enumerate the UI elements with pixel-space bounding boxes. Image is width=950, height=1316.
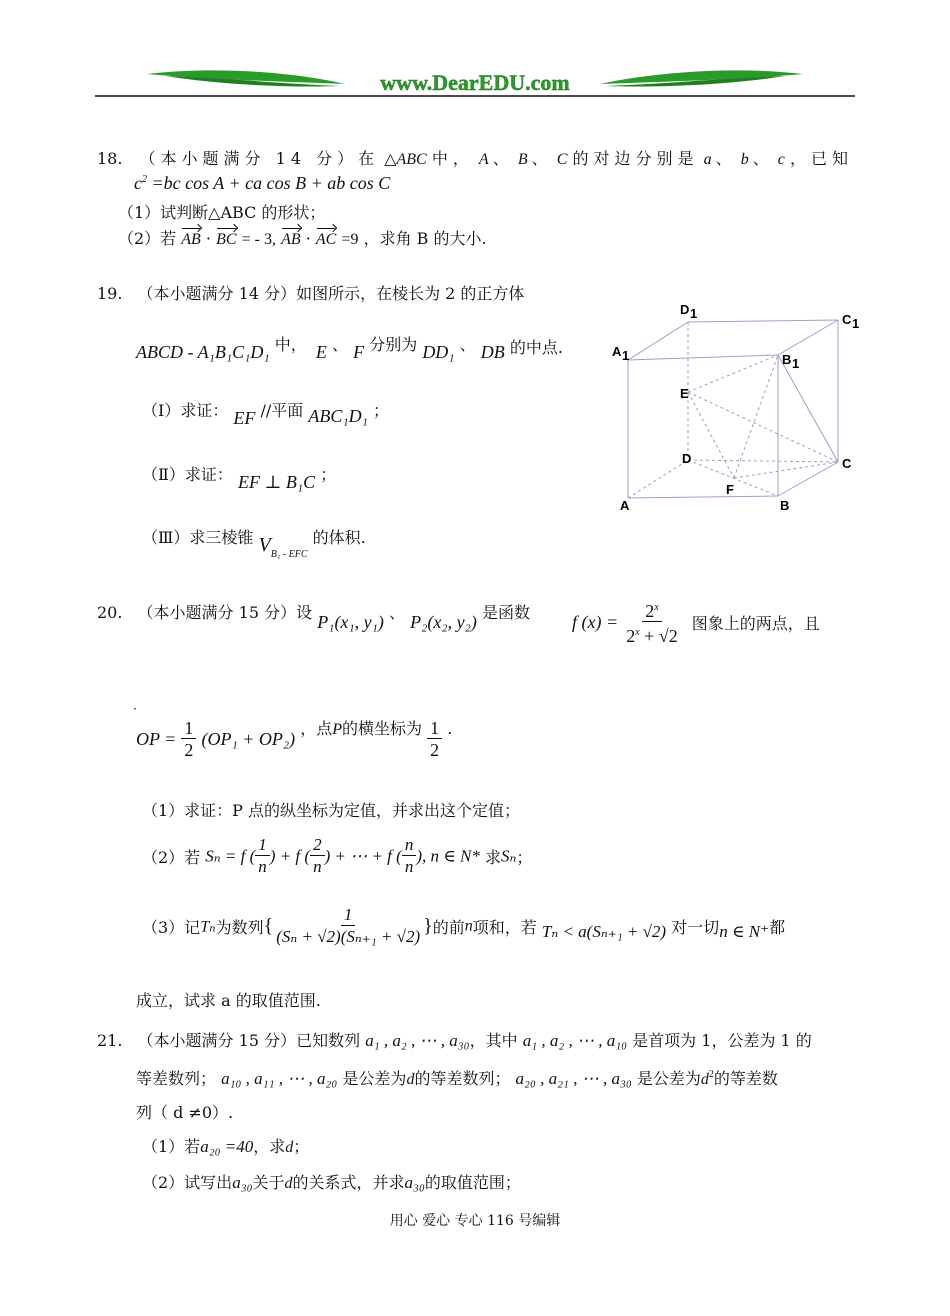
label-E: E [680,386,689,401]
q20-part3-end: 成立，试求 a 的取值范围. [136,991,321,1010]
q18-number: 18. [97,149,123,168]
site-logo-text: www.DearEDU.com [380,70,570,95]
q21-number: 21. [97,1031,123,1050]
q20-part1: （1）求证：P 点的纵坐标为定值，并求出这个定值； [142,801,521,820]
label-F: F [726,482,734,497]
label-B1: B [782,352,792,367]
q18-condition: $c^2 =bc$ cos A + ca cos B + ab cos C [134,173,391,193]
q19-line1: 19. （本小题满分 14 分）如图所示，在棱长为 2 的正方体 [97,284,525,303]
q18-part2: （2）若 AB · BC = - 3, AB · AC =9 ，求角 B 的大小. [118,229,487,248]
svg-text:1: 1 [622,348,630,363]
q18-line1: 18. （本小题满分 14 分）在 △ABC 中， A 、 B 、 C 的对边分别是 a 、 b 、 c ，已知 [97,149,854,168]
svg-text:1: 1 [690,306,698,321]
label-C: C [842,456,852,471]
q20-line1: 20. （本小题满分 15 分）设 P₁(x₁, y₁) 、 P₂(x₂, y₂) 是函数 [97,603,530,632]
page-footer: 用心 爱心 专心 116 号编辑 [389,1213,561,1229]
label-C1: C [842,312,852,327]
q19-part3: （Ⅲ）求三棱锥 $V_{B_1 - EFC}$ 的体积. [142,528,366,560]
q20-op-line: OP = $\frac{1}{2}$ (OP₁ + OP₂) ，点P的横坐标为 $\frac{1}{2}$ . [136,718,453,760]
q19-line2: ABCD - A₁B₁C₁D₁ 中， E 、 F 分别为 DD₁ 、 DB 的中点. [136,335,563,362]
q20-number: 20. [97,603,123,622]
cube-figure [610,300,870,520]
label-D1: D [680,302,690,317]
q21-line2: 等差数列； a₁₀ , a₁₁ , ⋯ , a₂₀ 是公差为d的等差数列； a₂₀ , a₂₁ , ⋯ , a₃₀ 是公差为$d^2$的等差数 [136,1069,778,1088]
label-B: B [780,498,790,513]
q19-part2: （Ⅱ）求证： EF ⊥ B₁C ； [142,465,337,492]
q21-line3: 列（ d ≠0）. [136,1103,234,1122]
q21-part1: （1）若a₂₀ =40，求d； [142,1137,310,1156]
svg-text:1: 1 [792,356,800,371]
label-A: A [620,498,630,513]
q19-number: 19. [97,284,123,303]
header-banner [95,62,855,98]
label-A1: A [612,344,622,359]
q21-line1: 21. （本小题满分 15 分）已知数列 a₁ , a₂ , ⋯ , a₃₀，其中 a₁ , a₂ , ⋯ , a₁₀ 是首项为 1，公差为 1 的 [97,1031,812,1050]
q18-part1: （1）试判断△ABC 的形状； [118,203,326,222]
label-D: D [682,451,692,466]
q20-part3: （3）记Tₙ为数列{ $\frac{1}{\text{(Sₙ + √2)(Sₙ₊₁ + √2)}}$ }的前n项和，若 Tₙ < a(Sₙ₊₁ + √2) 对一切n ∈ N⁺都 [142,905,786,946]
q20-part2: （2）若 Sₙ = f ( $\frac{1}{n}$ ) + f ( $\frac{2}{n}$ ) + ⋯ + f ( $\frac{n}{n}$ ), n ∈ N* 求Sₙ； [142,835,533,876]
q21-part2: （2）试写出a₃₀关于d的关系式，并求a₃₀的取值范围； [142,1173,521,1192]
svg-text:1: 1 [852,316,860,331]
q20-function: f (x) = $\frac{2^x}{2^x + √2}$ 图象上的两点，且 [572,598,820,647]
q19-part1: （Ⅰ）求证： EF //平面 ABC₁D₁ ； [142,401,390,428]
